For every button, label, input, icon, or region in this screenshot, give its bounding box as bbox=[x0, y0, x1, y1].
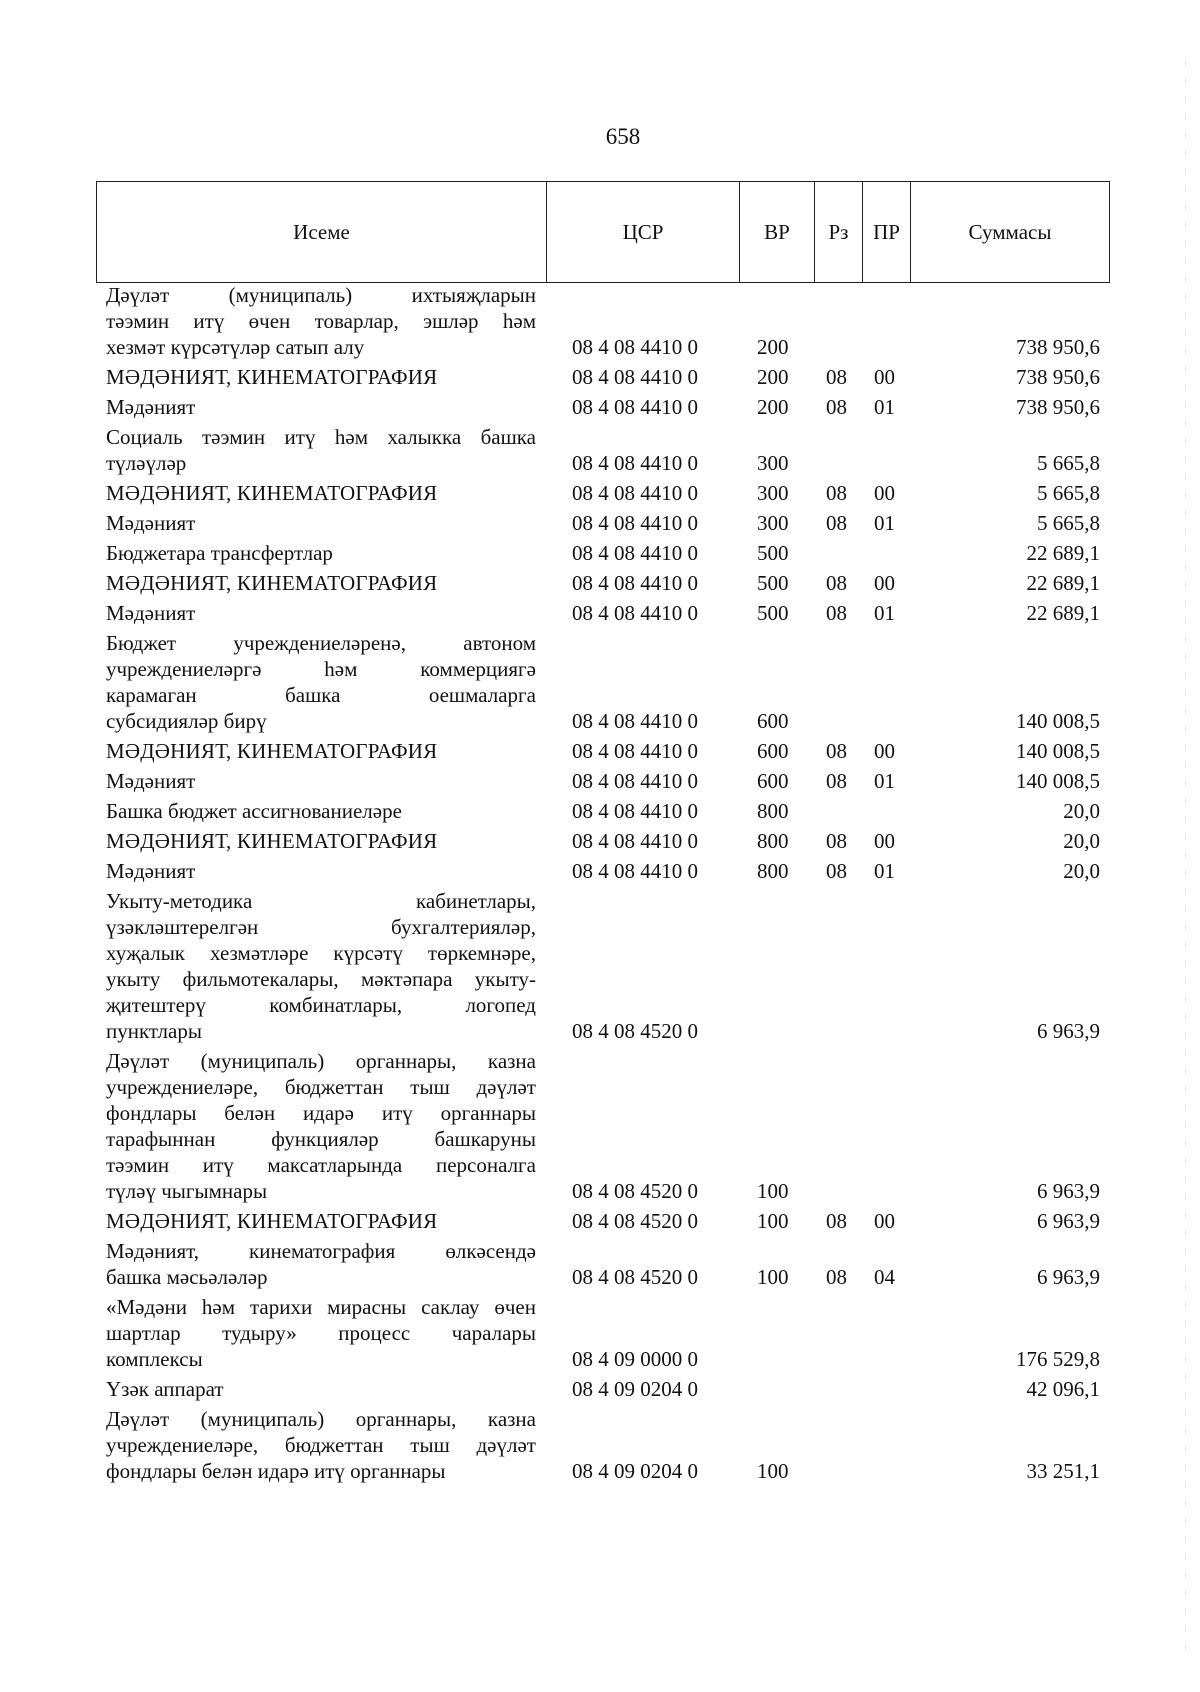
row-csr: 08 4 08 4520 0 bbox=[572, 1265, 698, 1289]
row-vr: 200 bbox=[757, 335, 789, 359]
row-name-line: Мәдәният bbox=[106, 601, 196, 625]
table-row bbox=[0, 1238, 1200, 1294]
row-csr: 08 4 08 4410 0 bbox=[572, 395, 698, 419]
row-name-line: Дәүләт (муниципаль) ихтыяҗларын bbox=[106, 283, 536, 307]
row-vr: 100 bbox=[757, 1265, 789, 1289]
row-name-line: «Мәдәни һәм тарихи мирасны саклау өчен bbox=[106, 1295, 536, 1319]
row-csr: 08 4 08 4520 0 bbox=[572, 1209, 698, 1233]
row-name bbox=[106, 768, 536, 794]
table-row bbox=[0, 858, 1200, 888]
row-name-line: Башка бюджет ассигнованиеләре bbox=[106, 799, 402, 823]
row-name-line: Мәдәният bbox=[106, 395, 196, 419]
table-row bbox=[0, 768, 1200, 798]
row-rz: 08 bbox=[826, 395, 847, 419]
row-vr: 800 bbox=[757, 859, 789, 883]
row-sum: 22 689,1 bbox=[1026, 601, 1100, 625]
row-sum: 5 665,8 bbox=[1037, 451, 1100, 475]
row-csr: 08 4 09 0204 0 bbox=[572, 1459, 698, 1483]
row-csr: 08 4 08 4520 0 bbox=[572, 1179, 698, 1203]
row-csr: 08 4 08 4410 0 bbox=[572, 481, 698, 505]
row-name bbox=[106, 1406, 536, 1484]
row-vr: 100 bbox=[757, 1459, 789, 1483]
row-rz: 08 bbox=[826, 739, 847, 763]
row-name-line: тарафыннан функцияләр башкаруны bbox=[106, 1127, 536, 1151]
header-vr: ВР bbox=[740, 182, 815, 283]
row-name bbox=[106, 1294, 536, 1372]
table-row bbox=[0, 888, 1200, 1048]
row-name-line: фондлары белән идарә итү органнары bbox=[106, 1101, 536, 1125]
table-row bbox=[0, 1048, 1200, 1208]
row-csr: 08 4 08 4410 0 bbox=[572, 829, 698, 853]
row-pr: 00 bbox=[874, 739, 895, 763]
table-row bbox=[0, 364, 1200, 394]
row-name-line: тәэмин итү максатларында персоналга bbox=[106, 1153, 536, 1177]
row-name bbox=[106, 424, 536, 476]
row-csr: 08 4 09 0000 0 bbox=[572, 1347, 698, 1371]
table-row bbox=[0, 798, 1200, 828]
row-pr: 00 bbox=[874, 365, 895, 389]
row-rz: 08 bbox=[826, 601, 847, 625]
row-sum: 140 008,5 bbox=[1016, 769, 1100, 793]
row-sum: 6 963,9 bbox=[1037, 1265, 1100, 1289]
row-name-line: МӘДӘНИЯТ, КИНЕМАТОГРАФИЯ bbox=[106, 1209, 438, 1233]
row-csr: 08 4 08 4410 0 bbox=[572, 739, 698, 763]
row-name bbox=[106, 480, 536, 506]
row-vr: 800 bbox=[757, 829, 789, 853]
table-row bbox=[0, 510, 1200, 540]
row-vr: 600 bbox=[757, 709, 789, 733]
row-name bbox=[106, 510, 536, 536]
row-csr: 08 4 09 0204 0 bbox=[572, 1377, 698, 1401]
row-name-line: Социаль тәэмин итү һәм халыкка башка bbox=[106, 425, 536, 449]
page-number: 658 bbox=[605, 124, 641, 149]
row-rz: 08 bbox=[826, 829, 847, 853]
row-vr: 500 bbox=[757, 571, 789, 595]
row-name bbox=[106, 828, 536, 854]
row-sum: 738 950,6 bbox=[1016, 335, 1100, 359]
table-row bbox=[0, 828, 1200, 858]
row-name-line: җитештерү комбинатлары, логопед bbox=[106, 993, 536, 1017]
row-name-line: Үзәк аппарат bbox=[106, 1377, 224, 1401]
row-name bbox=[106, 364, 536, 390]
row-name-line: МӘДӘНИЯТ, КИНЕМАТОГРАФИЯ bbox=[106, 365, 438, 389]
row-csr: 08 4 08 4410 0 bbox=[572, 451, 698, 475]
table-row bbox=[0, 1294, 1200, 1376]
table-row bbox=[0, 570, 1200, 600]
row-name-line: Бюджетара трансфертлар bbox=[106, 541, 333, 565]
row-vr: 600 bbox=[757, 769, 789, 793]
row-vr: 200 bbox=[757, 365, 789, 389]
header-sum: Суммасы bbox=[911, 182, 1110, 283]
row-pr: 00 bbox=[874, 1209, 895, 1233]
row-name-line: Дәүләт (муниципаль) органнары, казна bbox=[106, 1049, 536, 1073]
row-vr: 600 bbox=[757, 739, 789, 763]
table-header bbox=[96, 181, 1110, 283]
row-csr: 08 4 08 4410 0 bbox=[572, 709, 698, 733]
row-vr: 200 bbox=[757, 395, 789, 419]
row-name-line: түләүләр bbox=[106, 451, 187, 475]
row-rz: 08 bbox=[826, 571, 847, 595]
header-pr: ПР bbox=[863, 182, 911, 283]
table-row bbox=[0, 1376, 1200, 1406]
row-name bbox=[106, 1048, 536, 1204]
row-vr: 300 bbox=[757, 481, 789, 505]
row-sum: 22 689,1 bbox=[1026, 541, 1100, 565]
row-name bbox=[106, 798, 536, 824]
row-name-line: Мәдәният bbox=[106, 859, 196, 883]
scan-edge-mark bbox=[1185, 60, 1186, 1660]
row-name bbox=[106, 738, 536, 764]
row-name-line: учреждениеләргә һәм коммерциягә bbox=[106, 657, 536, 681]
row-name bbox=[106, 888, 536, 1044]
row-csr: 08 4 08 4410 0 bbox=[572, 541, 698, 565]
row-rz: 08 bbox=[826, 365, 847, 389]
row-name-line: карамаган башка оешмаларга bbox=[106, 683, 536, 707]
row-sum: 20,0 bbox=[1063, 859, 1100, 883]
row-rz: 08 bbox=[826, 859, 847, 883]
row-name-line: Укыту-методика кабинетлары, bbox=[106, 889, 536, 913]
row-sum: 140 008,5 bbox=[1016, 739, 1100, 763]
row-name-line: тәэмин итү өчен товарлар, эшләр һәм bbox=[106, 309, 536, 333]
row-pr: 01 bbox=[874, 601, 895, 625]
row-name-line: фондлары белән идарә итү органнары bbox=[106, 1459, 446, 1483]
row-sum: 5 665,8 bbox=[1037, 481, 1100, 505]
row-csr: 08 4 08 4410 0 bbox=[572, 511, 698, 535]
row-name-line: Мәдәният bbox=[106, 511, 196, 535]
row-name-line: үзәкләштерелгән бухгалтерияләр, bbox=[106, 915, 536, 939]
row-sum: 738 950,6 bbox=[1016, 365, 1100, 389]
row-name-line: пунктлары bbox=[106, 1019, 202, 1043]
row-sum: 33 251,1 bbox=[1026, 1459, 1100, 1483]
row-sum: 176 529,8 bbox=[1016, 1347, 1100, 1371]
table-body bbox=[0, 282, 1200, 1488]
table-row bbox=[0, 1208, 1200, 1238]
row-rz: 08 bbox=[826, 481, 847, 505]
table-row bbox=[0, 540, 1200, 570]
row-rz: 08 bbox=[826, 1209, 847, 1233]
row-sum: 22 689,1 bbox=[1026, 571, 1100, 595]
row-name-line: МӘДӘНИЯТ, КИНЕМАТОГРАФИЯ bbox=[106, 571, 438, 595]
row-vr: 100 bbox=[757, 1179, 789, 1203]
row-name-line: Дәүләт (муниципаль) органнары, казна bbox=[106, 1407, 536, 1431]
table-row bbox=[0, 424, 1200, 480]
row-vr: 500 bbox=[757, 601, 789, 625]
row-pr: 00 bbox=[874, 571, 895, 595]
row-pr: 04 bbox=[874, 1265, 895, 1289]
header-rz: Рз bbox=[815, 182, 863, 283]
row-name bbox=[106, 570, 536, 596]
table-row bbox=[0, 480, 1200, 510]
row-name bbox=[106, 540, 536, 566]
row-csr: 08 4 08 4410 0 bbox=[572, 601, 698, 625]
table-row bbox=[0, 630, 1200, 738]
row-name-line: Бюджет учреждениеләренә, автоном bbox=[106, 631, 536, 655]
row-pr: 00 bbox=[874, 829, 895, 853]
row-name bbox=[106, 630, 536, 734]
row-sum: 20,0 bbox=[1063, 799, 1100, 823]
row-name-line: түләү чыгымнары bbox=[106, 1179, 268, 1203]
row-name bbox=[106, 394, 536, 420]
row-sum: 6 963,9 bbox=[1037, 1179, 1100, 1203]
row-csr: 08 4 08 4410 0 bbox=[572, 859, 698, 883]
row-csr: 08 4 08 4520 0 bbox=[572, 1019, 698, 1043]
row-name-line: башка мәсьәләләр bbox=[106, 1265, 268, 1289]
row-vr: 100 bbox=[757, 1209, 789, 1233]
row-name bbox=[106, 1376, 536, 1402]
row-csr: 08 4 08 4410 0 bbox=[572, 571, 698, 595]
row-name bbox=[106, 1238, 536, 1290]
row-name bbox=[106, 858, 536, 884]
row-name-line: МӘДӘНИЯТ, КИНЕМАТОГРАФИЯ bbox=[106, 481, 438, 505]
row-rz: 08 bbox=[826, 1265, 847, 1289]
row-vr: 300 bbox=[757, 511, 789, 535]
row-csr: 08 4 08 4410 0 bbox=[572, 799, 698, 823]
row-name-line: учреждениеләре, бюджеттан тыш дәүләт bbox=[106, 1433, 536, 1457]
row-sum: 738 950,6 bbox=[1016, 395, 1100, 419]
row-name-line: укыту фильмотекалары, мәктәпара укыту- bbox=[106, 967, 536, 991]
row-name-line: МӘДӘНИЯТ, КИНЕМАТОГРАФИЯ bbox=[106, 829, 438, 853]
row-sum: 5 665,8 bbox=[1037, 511, 1100, 535]
row-name-line: шартлар тудыру» процесс чаралары bbox=[106, 1321, 536, 1345]
header-csr: ЦСР bbox=[547, 182, 740, 283]
row-name-line: хезмәт күрсәтүләр сатып алу bbox=[106, 335, 365, 359]
row-sum: 140 008,5 bbox=[1016, 709, 1100, 733]
row-pr: 00 bbox=[874, 481, 895, 505]
row-name-line: хуҗалык хезмәтләре күрсәтү төркемнәре, bbox=[106, 941, 536, 965]
row-csr: 08 4 08 4410 0 bbox=[572, 365, 698, 389]
row-name-line: учреждениеләре, бюджеттан тыш дәүләт bbox=[106, 1075, 536, 1099]
row-sum: 6 963,9 bbox=[1037, 1019, 1100, 1043]
row-name-line: комплексы bbox=[106, 1347, 203, 1371]
row-name-line: МӘДӘНИЯТ, КИНЕМАТОГРАФИЯ bbox=[106, 739, 438, 763]
row-name bbox=[106, 600, 536, 626]
row-vr: 300 bbox=[757, 451, 789, 475]
row-rz: 08 bbox=[826, 769, 847, 793]
row-pr: 01 bbox=[874, 859, 895, 883]
row-csr: 08 4 08 4410 0 bbox=[572, 335, 698, 359]
row-name-line: Мәдәният, кинематография өлкәсендә bbox=[106, 1239, 536, 1263]
table-row bbox=[0, 1406, 1200, 1488]
row-csr: 08 4 08 4410 0 bbox=[572, 769, 698, 793]
table-row bbox=[0, 394, 1200, 424]
table-row bbox=[0, 738, 1200, 768]
row-vr: 500 bbox=[757, 541, 789, 565]
row-vr: 800 bbox=[757, 799, 789, 823]
row-sum: 6 963,9 bbox=[1037, 1209, 1100, 1233]
row-name-line: Мәдәният bbox=[106, 769, 196, 793]
row-pr: 01 bbox=[874, 395, 895, 419]
header-name: Исеме bbox=[97, 182, 547, 283]
row-rz: 08 bbox=[826, 511, 847, 535]
row-name bbox=[106, 1208, 536, 1234]
row-sum: 42 096,1 bbox=[1026, 1377, 1100, 1401]
row-name bbox=[106, 282, 536, 360]
row-name-line: субсидияләр бирү bbox=[106, 709, 267, 733]
table-row bbox=[0, 282, 1200, 364]
row-pr: 01 bbox=[874, 769, 895, 793]
row-sum: 20,0 bbox=[1063, 829, 1100, 853]
table-row bbox=[0, 600, 1200, 630]
row-pr: 01 bbox=[874, 511, 895, 535]
